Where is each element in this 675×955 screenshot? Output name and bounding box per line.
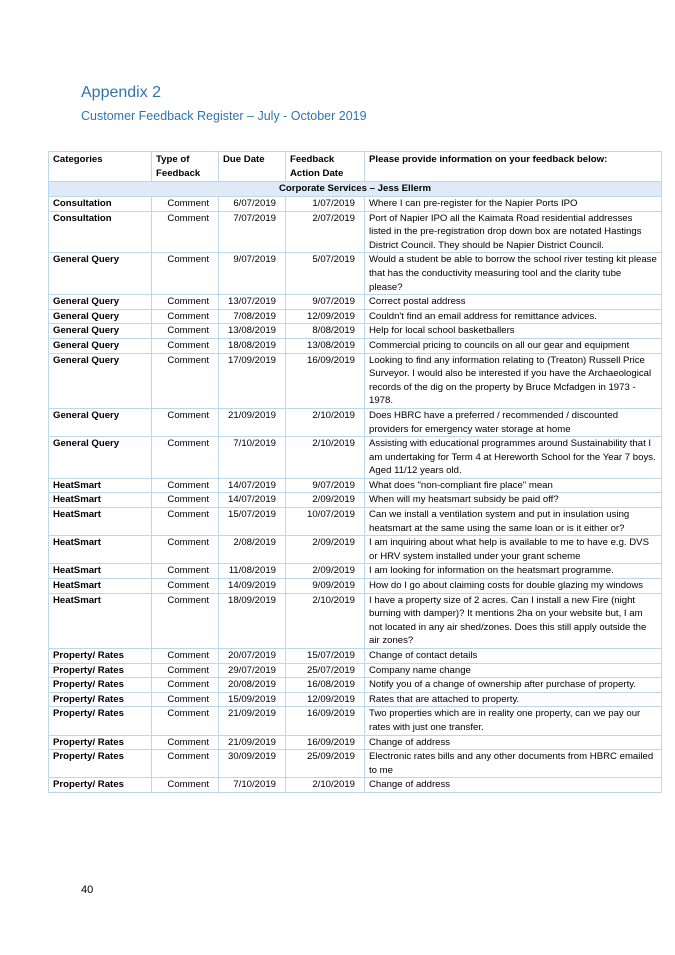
table-row <box>49 536 662 564</box>
column-header-categories: Categories <box>49 152 152 182</box>
cell-category: Property/ Rates <box>49 692 152 707</box>
cell-category: Property/ Rates <box>49 678 152 693</box>
cell-category: Property/ Rates <box>49 663 152 678</box>
cell-information: Company name change <box>365 663 662 678</box>
cell-information: I am inquiring about what help is available to me to have e.g. DVS or HRV system installed under your grant scheme <box>365 536 662 564</box>
section-row <box>49 182 662 197</box>
cell-type: Comment <box>152 437 219 479</box>
cell-action-date: 1/07/2019 <box>286 197 365 212</box>
cell-due-date: 17/09/2019 <box>219 353 286 408</box>
table-row <box>49 707 662 735</box>
cell-information: Can we install a ventilation system and put in insulation using heatsmart at the same using the same loan or is it either or? <box>365 508 662 536</box>
cell-action-date: 12/09/2019 <box>286 309 365 324</box>
cell-category: HeatSmart <box>49 593 152 648</box>
cell-information: Notify you of a change of ownership after purchase of property. <box>365 678 662 693</box>
cell-category: HeatSmart <box>49 564 152 579</box>
cell-due-date: 14/09/2019 <box>219 579 286 594</box>
cell-information: Looking to find any information relating to (Treaton) Russell Price Surveyor. I would also be interested if you have the Archaeological records of the dig on the property by Bruce Mcfadgen in 1973 - 1978. <box>365 353 662 408</box>
page-subtitle: Customer Feedback Register – July - October 2019 <box>81 109 367 123</box>
cell-due-date: 29/07/2019 <box>219 663 286 678</box>
cell-action-date: 16/09/2019 <box>286 735 365 750</box>
cell-action-date: 2/09/2019 <box>286 493 365 508</box>
cell-action-date: 9/07/2019 <box>286 295 365 310</box>
cell-information: Help for local school basketballers <box>365 324 662 339</box>
table-row <box>49 649 662 664</box>
cell-due-date: 14/07/2019 <box>219 493 286 508</box>
cell-type: Comment <box>152 750 219 778</box>
cell-information: When will my heatsmart subsidy be paid off? <box>365 493 662 508</box>
cell-category: Property/ Rates <box>49 778 152 793</box>
cell-due-date: 11/08/2019 <box>219 564 286 579</box>
cell-information: Commercial pricing to councils on all our gear and equipment <box>365 338 662 353</box>
column-header-type: Type of Feedback <box>152 152 219 182</box>
cell-type: Comment <box>152 338 219 353</box>
cell-type: Comment <box>152 295 219 310</box>
column-header-information: Please provide information on your feedback below: <box>365 152 662 182</box>
cell-category: General Query <box>49 324 152 339</box>
cell-due-date: 18/08/2019 <box>219 338 286 353</box>
cell-due-date: 6/07/2019 <box>219 197 286 212</box>
cell-category: HeatSmart <box>49 493 152 508</box>
cell-due-date: 13/08/2019 <box>219 324 286 339</box>
cell-type: Comment <box>152 253 219 295</box>
cell-category: General Query <box>49 338 152 353</box>
page-number: 40 <box>81 884 94 896</box>
cell-type: Comment <box>152 579 219 594</box>
table-row <box>49 678 662 693</box>
cell-due-date: 7/08/2019 <box>219 309 286 324</box>
cell-type: Comment <box>152 536 219 564</box>
cell-type: Comment <box>152 663 219 678</box>
cell-category: General Query <box>49 309 152 324</box>
table-row <box>49 493 662 508</box>
cell-type: Comment <box>152 353 219 408</box>
cell-action-date: 8/08/2019 <box>286 324 365 339</box>
cell-action-date: 16/09/2019 <box>286 353 365 408</box>
cell-information: Assisting with educational programmes around Sustainability that I am undertaking for Term 4 at Hereworth School for the Year 7 boys. Aged 11/12 years old. <box>365 437 662 479</box>
table-row <box>49 663 662 678</box>
cell-due-date: 7/07/2019 <box>219 211 286 253</box>
table-header-row <box>49 152 662 182</box>
cell-category: General Query <box>49 353 152 408</box>
table-row <box>49 437 662 479</box>
cell-category: General Query <box>49 437 152 479</box>
cell-action-date: 10/07/2019 <box>286 508 365 536</box>
cell-information: Couldn't find an email address for remittance advices. <box>365 309 662 324</box>
cell-type: Comment <box>152 324 219 339</box>
cell-type: Comment <box>152 408 219 436</box>
cell-information: Port of Napier IPO all the Kaimata Road residential addresses listed in the pre-registration drop down box are notated Hastings District Council. They should be Napier District Council. <box>365 211 662 253</box>
table-row <box>49 197 662 212</box>
table-row <box>49 295 662 310</box>
cell-information: Where I can pre-register for the Napier Ports IPO <box>365 197 662 212</box>
cell-information: Change of address <box>365 778 662 793</box>
cell-due-date: 14/07/2019 <box>219 478 286 493</box>
cell-information: Change of contact details <box>365 649 662 664</box>
cell-due-date: 15/09/2019 <box>219 692 286 707</box>
cell-type: Comment <box>152 692 219 707</box>
table-row <box>49 750 662 778</box>
cell-due-date: 2/08/2019 <box>219 536 286 564</box>
column-header-action-date: Feedback Action Date <box>286 152 365 182</box>
cell-category: HeatSmart <box>49 508 152 536</box>
cell-action-date: 9/07/2019 <box>286 478 365 493</box>
cell-action-date: 15/07/2019 <box>286 649 365 664</box>
table-row <box>49 338 662 353</box>
cell-type: Comment <box>152 197 219 212</box>
cell-action-date: 5/07/2019 <box>286 253 365 295</box>
cell-information: I have a property size of 2 acres. Can I install a new Fire (night burning with damper)? It mentions 2ha on your website but, I am not located in any air shed/zones. Does this still apply outside the air zones? <box>365 593 662 648</box>
cell-type: Comment <box>152 493 219 508</box>
cell-type: Comment <box>152 678 219 693</box>
cell-category: Property/ Rates <box>49 750 152 778</box>
cell-due-date: 7/10/2019 <box>219 437 286 479</box>
column-header-due-date: Due Date <box>219 152 286 182</box>
cell-action-date: 9/09/2019 <box>286 579 365 594</box>
table-row <box>49 692 662 707</box>
cell-due-date: 21/09/2019 <box>219 735 286 750</box>
cell-action-date: 25/07/2019 <box>286 663 365 678</box>
cell-due-date: 7/10/2019 <box>219 778 286 793</box>
cell-information: Change of address <box>365 735 662 750</box>
cell-information: Would a student be able to borrow the school river testing kit please that has the conductivity measuring tool and the clarity tube please? <box>365 253 662 295</box>
cell-category: Consultation <box>49 197 152 212</box>
cell-category: Consultation <box>49 211 152 253</box>
cell-type: Comment <box>152 735 219 750</box>
cell-type: Comment <box>152 309 219 324</box>
cell-due-date: 21/09/2019 <box>219 707 286 735</box>
cell-type: Comment <box>152 778 219 793</box>
cell-action-date: 2/09/2019 <box>286 564 365 579</box>
cell-action-date: 2/09/2019 <box>286 536 365 564</box>
page-title: Appendix 2 <box>81 84 162 101</box>
cell-type: Comment <box>152 564 219 579</box>
cell-type: Comment <box>152 478 219 493</box>
cell-action-date: 2/07/2019 <box>286 211 365 253</box>
cell-category: HeatSmart <box>49 478 152 493</box>
cell-information: Two properties which are in reality one property, can we pay our rates with just one transfer. <box>365 707 662 735</box>
cell-action-date: 2/10/2019 <box>286 437 365 479</box>
table-row <box>49 778 662 793</box>
cell-category: Property/ Rates <box>49 649 152 664</box>
cell-action-date: 2/10/2019 <box>286 593 365 648</box>
cell-due-date: 30/09/2019 <box>219 750 286 778</box>
cell-information: How do I go about claiming costs for double glazing my windows <box>365 579 662 594</box>
table-row <box>49 593 662 648</box>
cell-type: Comment <box>152 508 219 536</box>
section-label: Corporate Services – Jess Ellerm <box>49 182 662 197</box>
cell-information: What does "non-compliant fire place" mean <box>365 478 662 493</box>
cell-due-date: 21/09/2019 <box>219 408 286 436</box>
cell-information: Electronic rates bills and any other documents from HBRC emailed to me <box>365 750 662 778</box>
table-row <box>49 564 662 579</box>
cell-type: Comment <box>152 211 219 253</box>
cell-due-date: 9/07/2019 <box>219 253 286 295</box>
cell-information: Does HBRC have a preferred / recommended / discounted providers for emergency water storage at home <box>365 408 662 436</box>
cell-due-date: 15/07/2019 <box>219 508 286 536</box>
cell-action-date: 25/09/2019 <box>286 750 365 778</box>
cell-due-date: 20/08/2019 <box>219 678 286 693</box>
cell-due-date: 18/09/2019 <box>219 593 286 648</box>
table-row <box>49 579 662 594</box>
cell-due-date: 13/07/2019 <box>219 295 286 310</box>
feedback-register-table <box>48 151 662 793</box>
table-row <box>49 478 662 493</box>
cell-category: HeatSmart <box>49 536 152 564</box>
cell-category: General Query <box>49 408 152 436</box>
cell-type: Comment <box>152 649 219 664</box>
table-row <box>49 211 662 253</box>
cell-action-date: 16/08/2019 <box>286 678 365 693</box>
cell-category: HeatSmart <box>49 579 152 594</box>
cell-action-date: 2/10/2019 <box>286 778 365 793</box>
cell-category: General Query <box>49 295 152 310</box>
cell-information: Correct postal address <box>365 295 662 310</box>
cell-category: Property/ Rates <box>49 735 152 750</box>
table-row <box>49 353 662 408</box>
cell-information: I am looking for information on the heatsmart programme. <box>365 564 662 579</box>
table-row <box>49 508 662 536</box>
cell-type: Comment <box>152 707 219 735</box>
table-row <box>49 408 662 436</box>
cell-category: Property/ Rates <box>49 707 152 735</box>
table-row <box>49 253 662 295</box>
cell-action-date: 16/09/2019 <box>286 707 365 735</box>
cell-action-date: 2/10/2019 <box>286 408 365 436</box>
table-row <box>49 309 662 324</box>
cell-action-date: 13/08/2019 <box>286 338 365 353</box>
table-row <box>49 735 662 750</box>
cell-type: Comment <box>152 593 219 648</box>
cell-action-date: 12/09/2019 <box>286 692 365 707</box>
cell-due-date: 20/07/2019 <box>219 649 286 664</box>
cell-information: Rates that are attached to property. <box>365 692 662 707</box>
table-row <box>49 324 662 339</box>
cell-category: General Query <box>49 253 152 295</box>
